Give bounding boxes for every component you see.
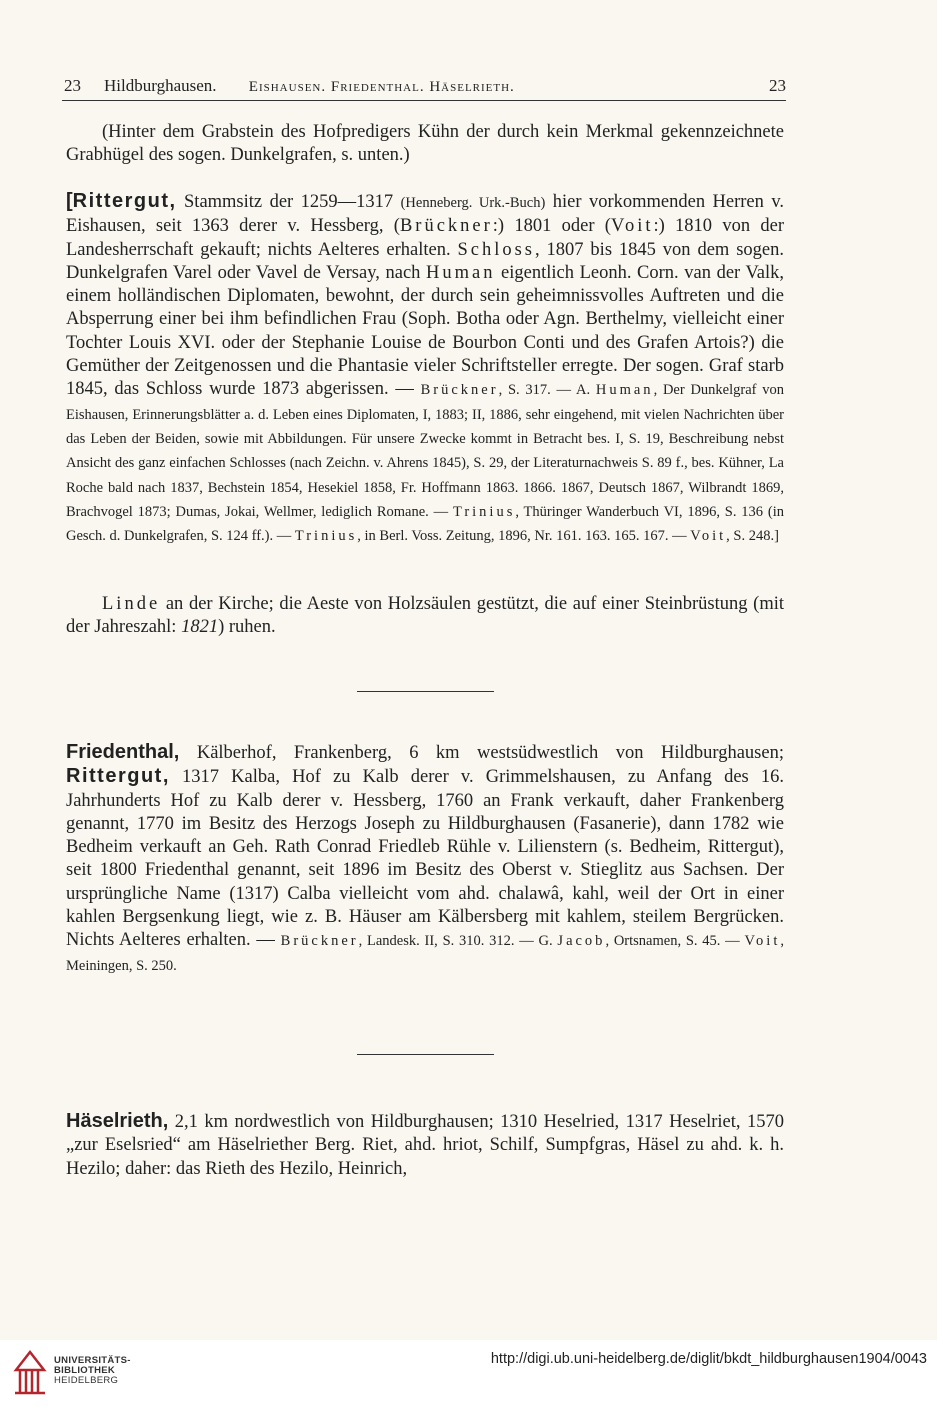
spaced-ref-brueckner: Brückner xyxy=(280,933,359,950)
spaced-name-voit: Voit xyxy=(610,216,654,237)
text-segment: ) ruhen. xyxy=(218,617,276,638)
paragraph-text: (Hinter dem Grabstein des Hofpredigers Kühn der durch kein Merkmal gekennzeichnete Grabhügel des sogen. Dunkelgrafen, s. unten.) xyxy=(66,122,784,166)
source-url[interactable]: http://digi.ub.uni-heidelberg.de/diglit/bkdt_hildburghausen1904/0043 xyxy=(490,1351,927,1367)
logo-line: UNIVERSITÄTS- xyxy=(54,1355,131,1366)
year-italic: 1821 xyxy=(181,617,219,638)
text-segment: :) 1810 von der Landesherrschaft gekauft; nichts Aelteres erhalten. xyxy=(66,216,784,260)
reference-text: , in Berl. Voss. Zeitung, 1896, Nr. 161. 163. 165. 167. — xyxy=(357,528,691,545)
spaced-name-human: Human xyxy=(426,262,496,283)
spaced-ref-jacob: Jacob xyxy=(557,933,606,950)
spaced-ref-trinius: Trinius xyxy=(452,503,516,520)
library-logo-icon xyxy=(10,1346,50,1396)
logo-line: HEIDELBERG xyxy=(54,1375,119,1386)
spaced-word-linde: Linde xyxy=(102,594,161,614)
running-header xyxy=(62,74,786,101)
spaced-ref-human: Human xyxy=(595,382,654,399)
spaced-ref-brueckner: Brückner xyxy=(420,382,499,399)
text-segment: , 1807 bis 1845 von dem sogen. Dunkelgrafen Varel oder Vavel de Versay, nach xyxy=(66,239,784,283)
text-segment: :) 1801 oder ( xyxy=(492,216,611,237)
paragraph-grabhuegel xyxy=(66,121,784,168)
reference-text: , Ortsnamen, S. 45. — xyxy=(605,933,745,950)
logo-line: BIBLIOTHEK xyxy=(54,1365,116,1376)
header-title xyxy=(104,76,515,96)
entry-friedenthal xyxy=(66,741,784,978)
reference-text: , S. 248.] xyxy=(726,528,779,545)
header-sections: Eishausen. Friedenthal. Häselrieth. xyxy=(248,79,515,95)
library-logo-text xyxy=(54,1356,131,1386)
text-segment: 2,1 km nordwestlich von Hildburghausen; 1310 Heselried, 1317 Heselriet, 1570 „zur Eselsried“ am Häselriether Berg. Riet, ahd. hriot, Schilf, Sumpfgras, Häsel zu ahd. k. h. Hezilo; daher: das Rieth des Hezilo, Heinrich, xyxy=(66,1112,784,1179)
reference-text: , Der Dunkelgraf von Eishausen, Erinnerungsblätter a. d. Leben eines Diplomaten, I, 1883; II, 1886, sehr eingehend, mit vielen Nachrichten über das Leben der Beiden, sowie mit Abbildungen. Für unsere Zwecke kommt in Betracht bes. I, S. 19, Beschreibung nebst Ansicht des ganz einfachen Schlosses (nach Zeichn. v. Ahrens 1845), S. 29, der Literaturnachweis S. 89 f., bes. Kühner, La Roche bald nach 1837, Bechstein 1854, Hesekiel 1858, Fr. Hoffmann 1863. 1866. 1867, Deutsch 1867, Wilbrandt 1869, Brachvogel 1873; Dumas, Jokai, Wellmer, lediglich Romane. — xyxy=(66,382,784,520)
section-divider xyxy=(357,691,494,692)
page-number-left: 23 xyxy=(64,76,81,95)
keyword-haeselrieth: Häselrieth, xyxy=(66,1110,169,1132)
header-place: Hildburghausen. xyxy=(104,76,217,95)
reference-text: , S. 317. — A. xyxy=(498,382,596,399)
text-segment-small: (Henneberg. Urk.-Buch) xyxy=(400,195,546,211)
text-segment: Stammsitz der 1259—1317 xyxy=(176,192,401,212)
keyword-friedenthal: Friedenthal, xyxy=(66,741,180,763)
text-segment: hier vorkommenden Herren v. Eishausen, seit 1363 derer v. Hessberg, ( xyxy=(66,192,784,237)
text-segment: eigentlich Leonh. Corn. van der Valk, einem holländischen Diplomaten, bewohnt, der durch sein geheimnissvolles Auftreten und die Absperrung einer bei ihm befindlichen Frau (Soph. Botha oder Agn. Berthelmy, vielleicht einer Tochter Louis XVI. oder der Stephanie Louise de Bourbon Conti und des Grafen Artois?) die Gemüther der Zeitgenossen und die Phantasie vieler Schriftsteller erregte. Der sogen. Graf starb 1845, das Schloss wurde 1873 abgerissen. — xyxy=(66,262,784,400)
spaced-word-schloss: Schloss xyxy=(457,239,536,260)
keyword-rittergut: Rittergut, xyxy=(72,190,177,212)
reference-text: , Landesk. II, S. 310. 312. — G. xyxy=(358,933,558,950)
text-segment: an der Kirche; die Aeste von Holzsäulen gestützt, die auf einer Steinbrüstung (mit der Jahreszahl: xyxy=(66,594,784,638)
section-divider xyxy=(357,1054,494,1055)
page-number-right: 23 xyxy=(769,76,786,95)
text-segment: 1317 Kalba, Hof zu Kalb derer v. Grimmelshausen, zu Anfang des 16. Jahrhunderts Hof zu Kalb derer v. Hessberg, 1760 an Frank verkauft, daher Frankenberg genannt, 1770 im Besitz des Herzogs Joseph zu Hildburghausen (Fasanerie), dann 1782 wie Bedheim verkauft an Geh. Rath Conrad Friedleb Rühle v. Lilienstern (s. Bedheim, Rittergut), seit 1800 Friedenthal genannt, seit 1896 im Besitz des Oberst v. Stieglitz aus Sachsen. Der ursprüngliche Name (1317) Calba vielleicht vom ahd. chalawâ, kahl, weil der Ort in einer kahlen Bergsenkung liegt, wie z. B. Häuser am Kälbersberg mit kahlem, steilem Bergrücken. Nichts Aelteres erhalten. — xyxy=(66,767,784,951)
spaced-ref-trinius: Trinius xyxy=(294,528,358,545)
spaced-name-brueckner: Brückner xyxy=(399,216,493,237)
spaced-ref-voit: Voit xyxy=(690,528,727,545)
entry-haeselrieth xyxy=(66,1110,784,1181)
entry-rittergut-eishausen xyxy=(66,190,784,548)
text-segment: Kälberhof, Frankenberg, 6 km westsüdwestlich von Hildburghausen; xyxy=(179,743,784,763)
bracket: [ xyxy=(66,190,73,212)
spaced-ref-voit: Voit xyxy=(744,933,781,950)
entry-linde xyxy=(66,593,784,640)
keyword-rittergut: Rittergut, xyxy=(66,765,170,788)
reference-text: , Meiningen, S. 250. xyxy=(66,933,784,974)
reference-text: , Thüringer Wanderbuch VI, 1896, S. 136 (in Gesch. d. Dunkelgrafen, S. 124 ff.). — xyxy=(66,503,784,545)
